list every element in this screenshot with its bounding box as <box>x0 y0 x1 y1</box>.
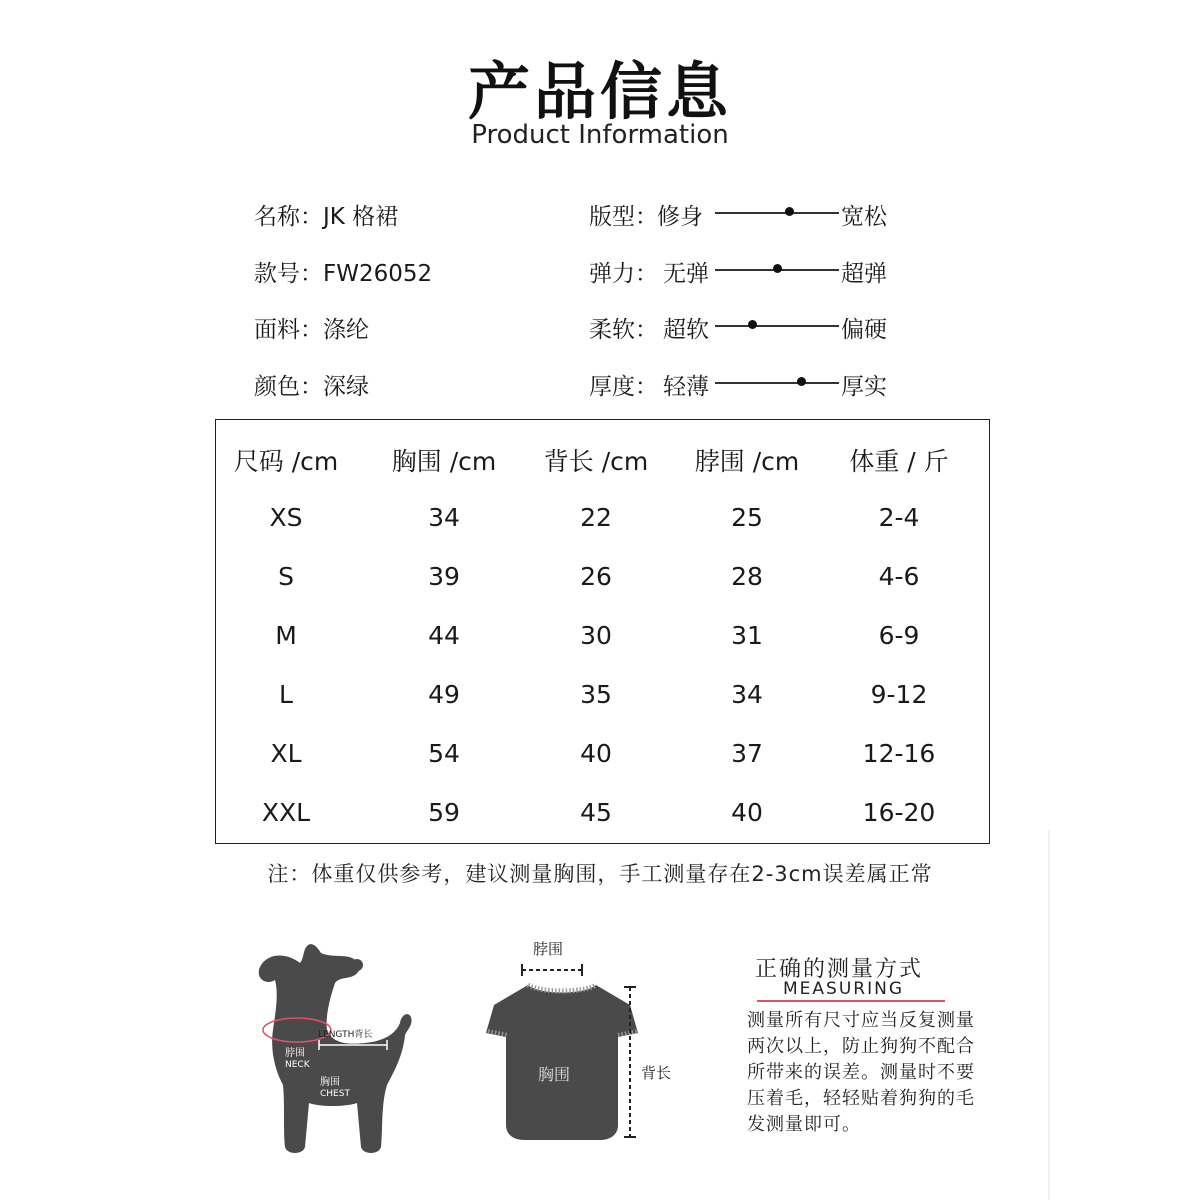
dog-neck-en: NECK <box>285 1060 310 1070</box>
edge-divider <box>1048 830 1050 1200</box>
scale-softness-right: 偏硬 <box>841 317 887 343</box>
scale-fit-label: 版型： <box>589 204 658 230</box>
table-cell: 59 <box>428 798 460 827</box>
table-cell: 44 <box>428 621 460 650</box>
dog-chest-en: CHEST <box>320 1089 350 1099</box>
table-cell: XL <box>270 739 302 768</box>
size-table <box>215 419 990 844</box>
shirt-chest-label: 胸围 <box>538 1065 571 1084</box>
table-cell: 26 <box>580 562 612 591</box>
table-cell: XXL <box>261 798 311 827</box>
measurement-note: 注：体重仅供参考，建议测量胸围，手工测量存在2-3cm误差属正常 <box>267 862 933 886</box>
table-header-cell: 胸围 /cm <box>391 447 497 476</box>
scale-fit-right: 宽松 <box>841 204 887 230</box>
table-cell: 34 <box>428 503 460 532</box>
info-color <box>254 368 369 401</box>
dog-neck-cn: 脖围 <box>285 1048 305 1059</box>
scale-softness <box>589 311 909 341</box>
table-cell: 37 <box>731 739 763 768</box>
info-fabric-value: 涤纶 <box>323 317 369 343</box>
table-header-cell: 体重 / 斤 <box>849 447 949 476</box>
table-cell: 30 <box>580 621 612 650</box>
table-cell: 40 <box>731 798 763 827</box>
info-style-no-label: 款号： <box>254 261 323 287</box>
table-cell: 4-6 <box>878 562 920 591</box>
table-header-cell: 尺码 /cm <box>233 447 339 476</box>
info-name <box>254 198 398 231</box>
scale-thickness-marker <box>797 377 806 386</box>
table-cell: 49 <box>428 680 460 709</box>
scale-softness-label: 柔软： <box>589 317 658 343</box>
scale-thickness <box>589 368 909 398</box>
dog-chest-cn: 胸围 <box>320 1077 340 1088</box>
table-cell: 34 <box>731 680 763 709</box>
scale-thickness-label: 厚度： <box>589 374 658 400</box>
dog-diagram <box>245 935 445 1160</box>
scale-fit-left: 修身 <box>657 204 703 230</box>
scale-fit-marker <box>785 207 794 216</box>
scale-softness-left: 超软 <box>663 317 709 343</box>
table-cell: 9-12 <box>870 680 928 709</box>
table-cell: 39 <box>428 562 460 591</box>
measuring-body: 测量所有尺寸应当反复测量两次以上，防止狗狗不配合所带来的误差。测量时不要压着毛，轻轻贴着狗狗的毛发测量即可。 <box>747 1010 975 1135</box>
scale-fit <box>589 198 909 228</box>
table-cell: 35 <box>580 680 612 709</box>
info-style-no-value: FW26052 <box>323 261 433 287</box>
scale-stretch-left: 无弹 <box>663 261 709 287</box>
table-cell: 31 <box>731 621 763 650</box>
table-header-cell: 脖围 /cm <box>694 447 800 476</box>
scale-thickness-track <box>715 382 839 384</box>
measuring-title: 正确的测量方式 <box>755 957 924 982</box>
info-color-value: 深绿 <box>323 374 369 400</box>
scale-stretch-label: 弹力： <box>589 261 658 287</box>
info-fabric-label: 面料： <box>254 317 323 343</box>
table-cell: L <box>279 680 293 709</box>
scale-stretch-marker <box>773 264 782 273</box>
scale-thickness-left: 轻薄 <box>663 374 709 400</box>
table-cell: 25 <box>731 503 763 532</box>
table-cell: 40 <box>580 739 612 768</box>
table-cell: 54 <box>428 739 460 768</box>
shirt-diagram <box>480 955 680 1145</box>
info-style-no <box>254 255 432 288</box>
table-cell: 2-4 <box>878 503 920 532</box>
table-cell: 45 <box>580 798 612 827</box>
scale-softness-track <box>715 325 839 327</box>
scale-softness-marker <box>748 320 757 329</box>
shirt-length-label: 背长 <box>641 1064 672 1082</box>
table-cell: 6-9 <box>878 621 920 650</box>
table-cell: 22 <box>580 503 612 532</box>
table-cell: S <box>278 562 294 591</box>
measuring-subtitle: MEASURING <box>783 979 904 999</box>
scale-stretch-right: 超弹 <box>841 261 887 287</box>
page-title: 产品信息 <box>467 55 732 128</box>
scale-thickness-right: 厚实 <box>841 374 887 400</box>
table-cell: 28 <box>731 562 763 591</box>
info-name-value: JK 格裙 <box>323 204 399 230</box>
info-fabric <box>254 311 369 344</box>
table-cell: XS <box>269 503 303 532</box>
dog-silhouette <box>259 944 412 1153</box>
shirt-neck-label: 脖围 <box>533 940 564 958</box>
page-subtitle: Product Information <box>471 120 729 150</box>
table-cell: 12-16 <box>862 739 936 768</box>
dog-length-label: LENGTH背长 <box>318 1030 373 1040</box>
info-color-label: 颜色： <box>254 374 323 400</box>
scale-fit-track <box>715 212 839 214</box>
table-cell: 16-20 <box>862 798 936 827</box>
measuring-underline <box>757 1000 945 1002</box>
dog-nose <box>351 959 363 971</box>
table-header-cell: 背长 /cm <box>543 447 649 476</box>
table-cell: M <box>275 621 297 650</box>
info-name-label: 名称： <box>254 204 323 230</box>
scale-stretch <box>589 255 909 285</box>
